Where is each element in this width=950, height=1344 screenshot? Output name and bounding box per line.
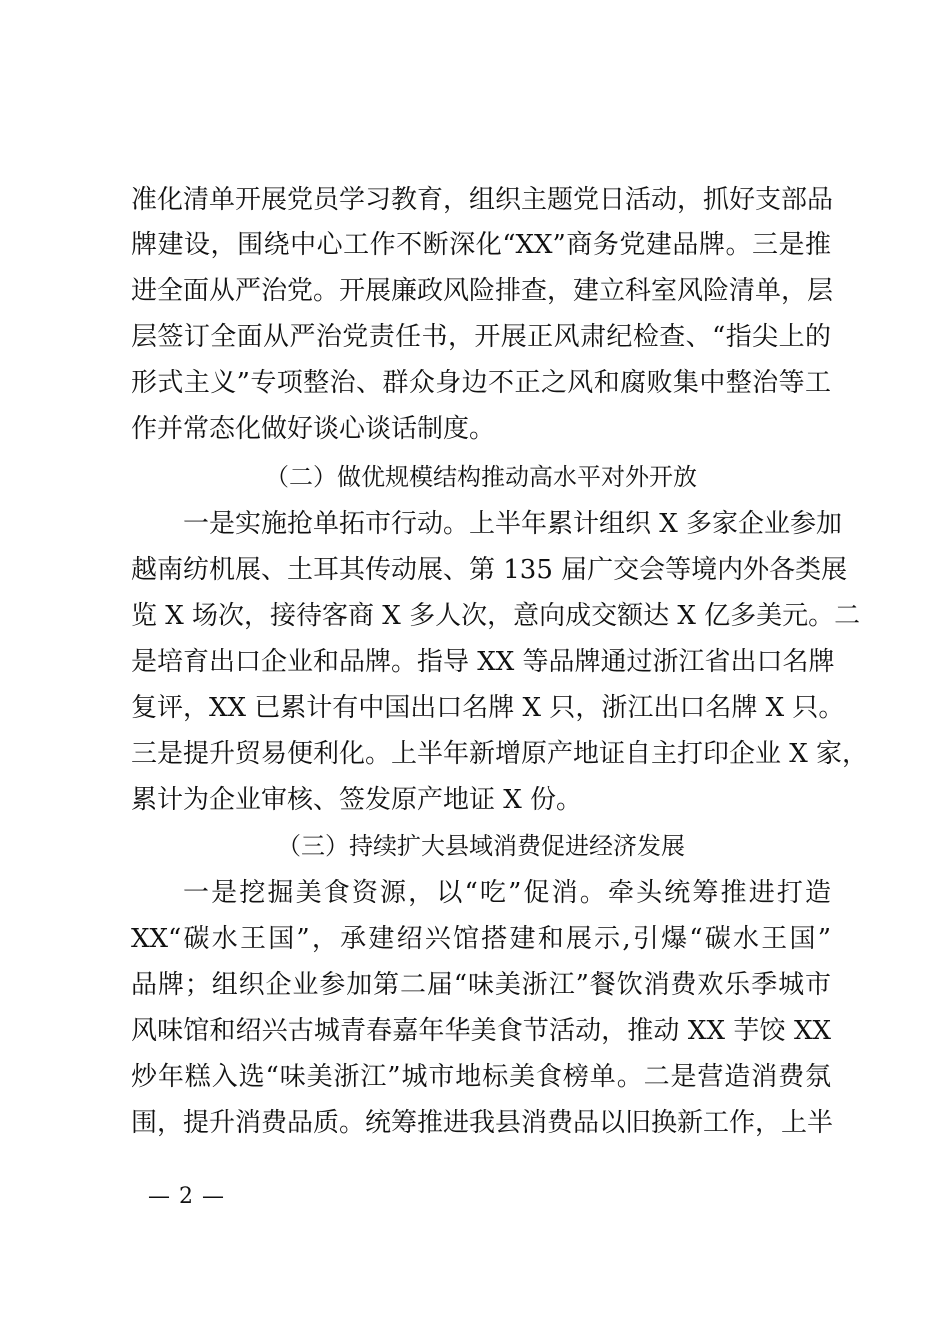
section-heading-3: （三）持续扩大县域消费促进经济发展 <box>277 832 685 860</box>
body-line: 复评，XX 已累计有中国出口名牌 X 只，浙江出口名牌 X 只。 <box>131 693 845 723</box>
body-line: 品牌；组织企业参加第二届“味美浙江”餐饮消费欢乐季城市 <box>131 970 831 1000</box>
body-line: 是培育出口企业和品牌。指导 XX 等品牌通过浙江省出口名牌 <box>131 647 835 677</box>
body-line: 形式主义”专项整治、群众身边不正之风和腐败集中整治等工 <box>131 368 831 398</box>
body-line: 累计为企业审核、签发原产地证 X 份。 <box>131 785 583 815</box>
body-line: 层签订全面从严治党责任书，开展正风肃纪检查、“指尖上的 <box>131 322 831 352</box>
body-line: 进全面从严治党。开展廉政风险排查，建立科室风险清单，层 <box>131 276 834 306</box>
body-line: 一是挖掘美食资源，以“吃”促消。牵头统筹推进打造 <box>183 878 831 908</box>
body-line: 牌建设，围绕中心工作不断深化“XX”商务党建品牌。三是推 <box>131 230 831 260</box>
body-line: 越南纺机展、土耳其传动展、第 135 届广交会等境内外各类展 <box>131 555 848 585</box>
section-heading-2: （二）做优规模结构推动高水平对外开放 <box>265 463 697 491</box>
page-number: — 2 — <box>148 1184 225 1209</box>
body-line: 围，提升消费品质。统筹推进我县消费品以旧换新工作，上半 <box>131 1108 834 1138</box>
body-line: 作并常态化做好谈心谈话制度。 <box>131 414 496 444</box>
body-line: XX“碳水王国”，承建绍兴馆搭建和展示,引爆“碳水王国” <box>131 924 831 954</box>
body-line: 炒年糕入选“味美浙江”城市地标美食榜单。二是营造消费氛 <box>131 1062 831 1092</box>
body-line: 三是提升贸易便利化。上半年新增原产地证自主打印企业 X 家， <box>131 739 869 769</box>
body-line: 风味馆和绍兴古城青春嘉年华美食节活动，推动 XX 芋饺 XX <box>131 1016 831 1046</box>
body-line: 准化清单开展党员学习教育，组织主题党日活动，抓好支部品 <box>131 185 834 215</box>
body-line: 览 X 场次，接待客商 X 多人次，意向成交额达 X 亿多美元。二 <box>131 601 861 631</box>
body-line: 一是实施抢单拓市行动。上半年累计组织 X 多家企业参加 <box>183 509 843 539</box>
